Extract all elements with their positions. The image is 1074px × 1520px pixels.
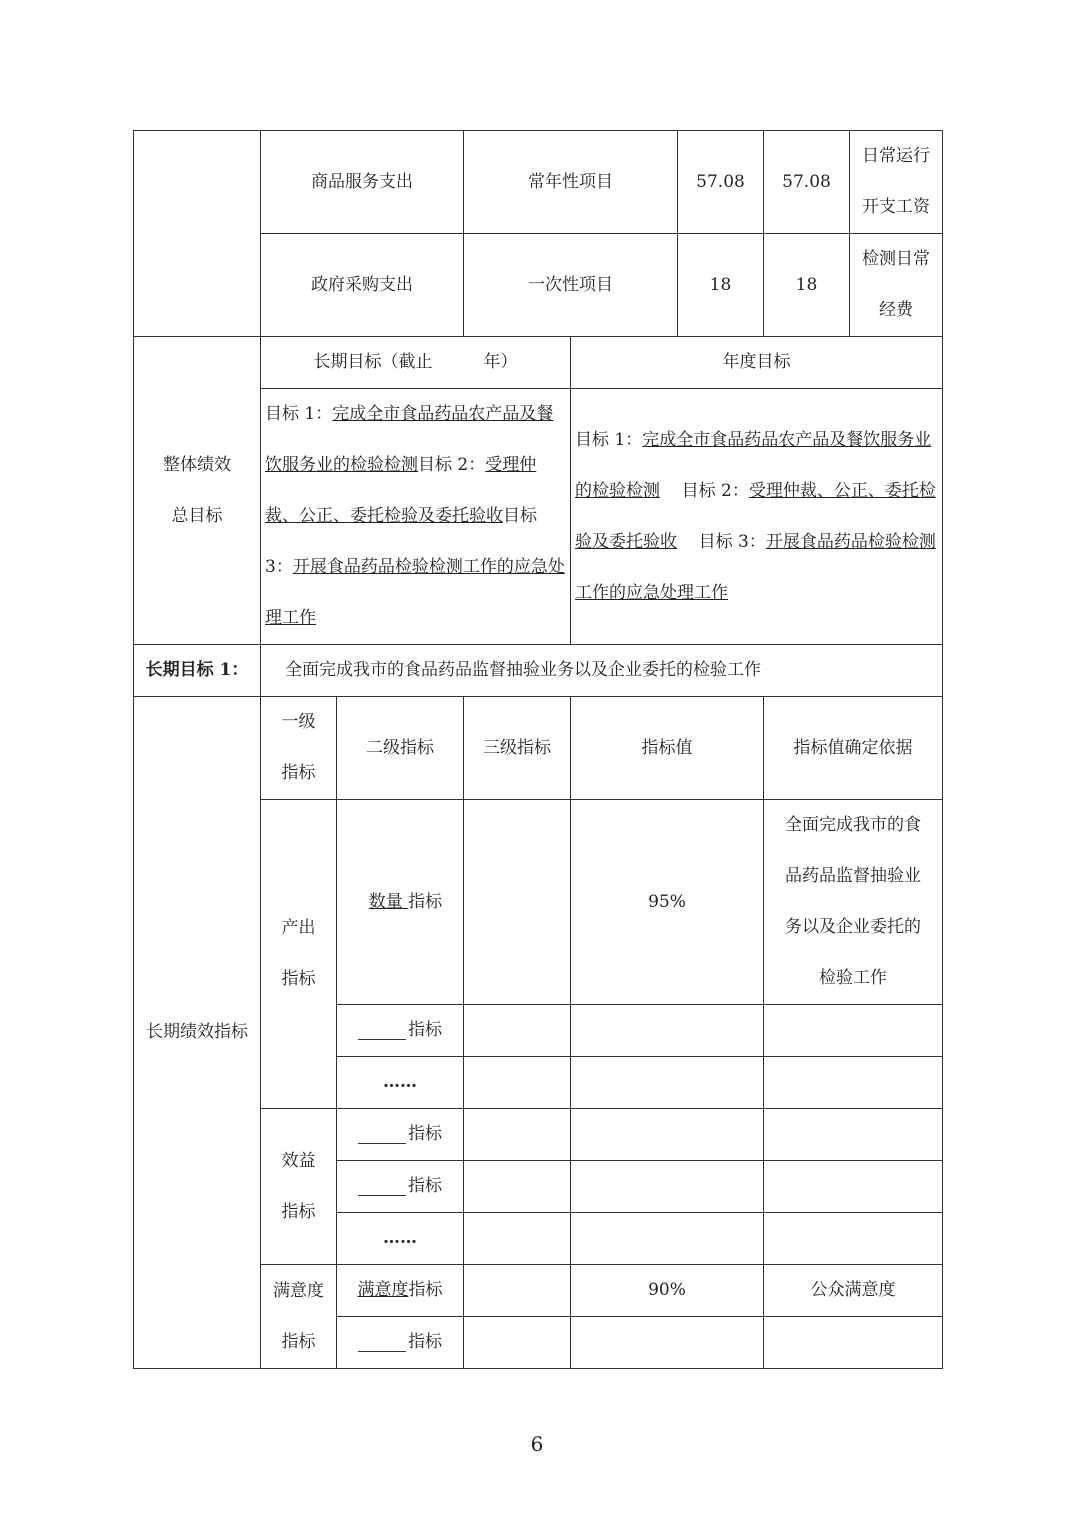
overall-goal-label: 整体绩效 总目标 — [134, 337, 261, 645]
satisfaction-basis: 公众满意度 — [764, 1265, 943, 1317]
benefit-indicator-label: 效益 指标 — [261, 1109, 337, 1265]
output-indicator-label: 产出 指标 — [261, 800, 337, 1109]
basis-header: 指标值确定依据 — [764, 697, 943, 800]
satisfaction-indicator-label: 满意度 指标 — [261, 1265, 337, 1369]
ellipsis: …… — [337, 1057, 464, 1109]
value-header: 指标值 — [571, 697, 764, 800]
level3-cell — [464, 800, 571, 1005]
page-number: 6 — [530, 1432, 544, 1456]
ellipsis: …… — [337, 1213, 464, 1265]
blank-indicator: 指标 — [337, 1005, 464, 1057]
blank-indicator: 指标 — [337, 1161, 464, 1213]
budget-amount: 18 — [678, 234, 764, 337]
satisfaction-value: 90% — [571, 1265, 764, 1317]
blank-indicator: 指标 — [337, 1317, 464, 1369]
budget-amount: 57.08 — [764, 131, 850, 234]
budget-amount: 18 — [764, 234, 850, 337]
budget-category: 政府采购支出 — [261, 234, 464, 337]
quantity-value: 95% — [571, 800, 764, 1005]
quantity-indicator: 数量 指标 — [337, 800, 464, 1005]
level1-header: 一级 指标 — [261, 697, 337, 800]
budget-note: 检测日常 经费 — [850, 234, 943, 337]
performance-table — [133, 130, 943, 1369]
budget-note: 日常运行 开支工资 — [850, 131, 943, 234]
budget-type: 常年性项目 — [464, 131, 678, 234]
budget-category: 商品服务支出 — [261, 131, 464, 234]
goal1-row — [134, 645, 943, 697]
indicator-section-label: 长期绩效指标 — [134, 697, 261, 1369]
long-term-goal-text: 目标 1：完成全市食品药品农产品及餐饮服务业的检验检测目标 2：受理仲裁、公正、委托检验及委托验收目标 3：开展食品药品检验检测工作的应急处理工作 — [261, 389, 571, 645]
annual-goal-text: 目标 1：完成全市食品药品农产品及餐饮服务业的检验检测 目标 2：受理仲裁、公正、委托检验及委托验收 目标 3：开展食品药品检验检测工作的应急处理工作 — [571, 389, 943, 645]
overall-goal-header-row — [134, 337, 943, 389]
budget-row — [134, 131, 943, 234]
long-term-goal-header: 长期目标（截止 年） — [261, 337, 571, 389]
budget-type: 一次性项目 — [464, 234, 678, 337]
goal1-text: 全面完成我市的食品药品监督抽验业务以及企业委托的检验工作 — [261, 645, 943, 697]
budget-empty-cell — [134, 131, 261, 337]
level2-header: 二级指标 — [337, 697, 464, 800]
goal1-label: 长期目标 1： — [134, 645, 261, 697]
quantity-basis: 全面完成我市的食 品药品监督抽验业 务以及企业委托的 检验工作 — [764, 800, 943, 1005]
annual-goal-header: 年度目标 — [571, 337, 943, 389]
satisfaction-indicator: 满意度指标 — [337, 1265, 464, 1317]
blank-indicator: 指标 — [337, 1109, 464, 1161]
budget-amount: 57.08 — [678, 131, 764, 234]
level3-header: 三级指标 — [464, 697, 571, 800]
indicator-header-row — [134, 697, 943, 800]
